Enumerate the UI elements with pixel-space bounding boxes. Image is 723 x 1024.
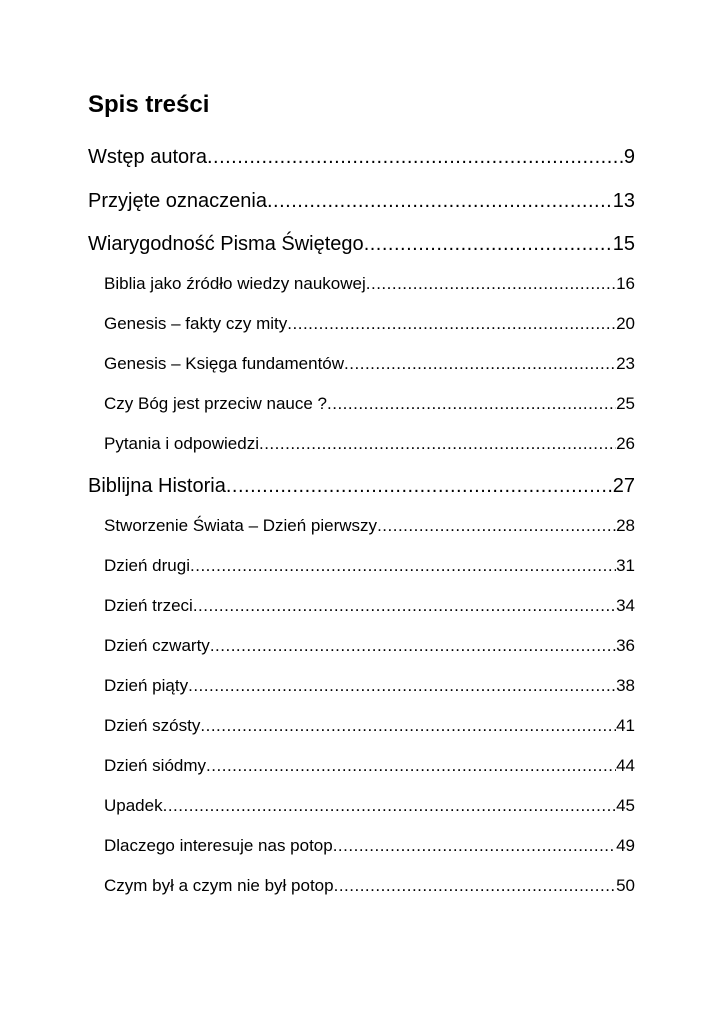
toc-entry-label: Dzień drugi [104, 556, 190, 575]
toc-entry-section[interactable] [104, 513, 635, 539]
toc-dot-leader [334, 873, 616, 899]
toc-entry-section[interactable] [104, 351, 635, 377]
toc-entry-section[interactable] [104, 431, 635, 457]
toc-entry-label: Stworzenie Świata – Dzień pierwszy [104, 516, 378, 535]
toc-entry-section[interactable] [104, 673, 635, 699]
toc-entry-label: Dzień trzeci [104, 596, 193, 615]
toc-entry-label: Wiarygodność Pisma Świętego [88, 233, 364, 255]
toc-dot-leader [190, 553, 616, 579]
toc-dot-leader [226, 471, 613, 501]
toc-dot-leader [259, 431, 616, 457]
toc-entry-section[interactable] [104, 793, 635, 819]
toc-entry-label: Genesis – Księga fundamentów [104, 354, 345, 373]
toc-entry-label: Przyjęte oznaczenia [88, 190, 267, 212]
toc-entry-page-number: 44 [616, 756, 635, 775]
toc-dot-leader [344, 351, 616, 377]
toc-entry-label: Biblijna Historia [88, 475, 226, 497]
toc-dot-leader [207, 142, 624, 172]
toc-entry-label: Czy Bóg jest przeciw nauce ? [104, 394, 327, 413]
toc-entry-page-number: 13 [612, 190, 635, 212]
toc-entry-page-number: 20 [616, 314, 635, 333]
toc-dot-leader [377, 513, 616, 539]
toc-entry-page-number: 23 [616, 354, 635, 373]
toc-entry-chapter[interactable] [88, 186, 635, 216]
toc-dot-leader [188, 673, 616, 699]
toc-entry-page-number: 15 [612, 233, 635, 255]
toc-entry-page-number: 38 [616, 676, 635, 695]
toc-entry-section[interactable] [104, 311, 635, 337]
toc-entry-label: Genesis – fakty czy mity [104, 314, 288, 333]
toc-entry-label: Pytania i odpowiedzi [104, 434, 259, 453]
toc-dot-leader [364, 229, 613, 259]
toc-entry-section[interactable] [104, 633, 635, 659]
toc-entry-page-number: 31 [616, 556, 635, 575]
toc-dot-leader [267, 186, 613, 216]
toc-entry-section[interactable] [104, 391, 635, 417]
toc-entry-page-number: 28 [616, 516, 635, 535]
toc-entry-page-number: 27 [612, 475, 635, 497]
toc-entry-label: Dzień szósty [104, 716, 201, 735]
toc-entry-section[interactable] [104, 271, 635, 297]
toc-entry-label: Dlaczego interesuje nas potop [104, 836, 333, 855]
toc-entry-label: Czym był a czym nie był potop [104, 876, 334, 895]
toc-entry-label: Dzień siódmy [104, 756, 207, 775]
toc-entry-section[interactable] [104, 713, 635, 739]
toc-dot-leader [366, 271, 616, 297]
toc-entry-section[interactable] [104, 833, 635, 859]
toc-entry-page-number: 25 [616, 394, 635, 413]
toc-dot-leader [200, 713, 616, 739]
toc-entry-label: Dzień piąty [104, 676, 189, 695]
toc-entry-section[interactable] [104, 593, 635, 619]
toc-dot-leader [210, 633, 616, 659]
toc-entry-section[interactable] [104, 753, 635, 779]
toc-dot-leader [206, 753, 616, 779]
toc-entry-chapter[interactable] [88, 142, 635, 172]
toc-dot-leader [163, 793, 616, 819]
toc-dot-leader [193, 593, 616, 619]
toc-entry-chapter[interactable] [88, 229, 635, 259]
toc-dot-leader [287, 311, 616, 337]
toc-entry-section[interactable] [104, 553, 635, 579]
toc-entry-page-number: 45 [616, 796, 635, 815]
toc-entry-page-number: 41 [616, 716, 635, 735]
toc-entry-label: Wstęp autora [88, 146, 207, 168]
toc-entry-page-number: 49 [616, 836, 635, 855]
toc-entry-label: Dzień czwarty [104, 636, 210, 655]
toc-dot-leader [327, 391, 616, 417]
toc-title: Spis treści [88, 91, 210, 118]
toc-entry-page-number: 9 [623, 146, 635, 168]
toc-entry-page-number: 50 [616, 876, 635, 895]
toc-entry-label: Biblia jako źródło wiedzy naukowej [104, 274, 366, 293]
toc-entry-page-number: 34 [616, 596, 635, 615]
toc-entry-page-number: 26 [616, 434, 635, 453]
toc-entry-page-number: 16 [616, 274, 635, 293]
toc-entry-page-number: 36 [616, 636, 635, 655]
toc-entry-label: Upadek [104, 796, 163, 815]
toc-dot-leader [333, 833, 616, 859]
toc-entry-chapter[interactable] [88, 471, 635, 501]
toc-entry-section[interactable] [104, 873, 635, 899]
